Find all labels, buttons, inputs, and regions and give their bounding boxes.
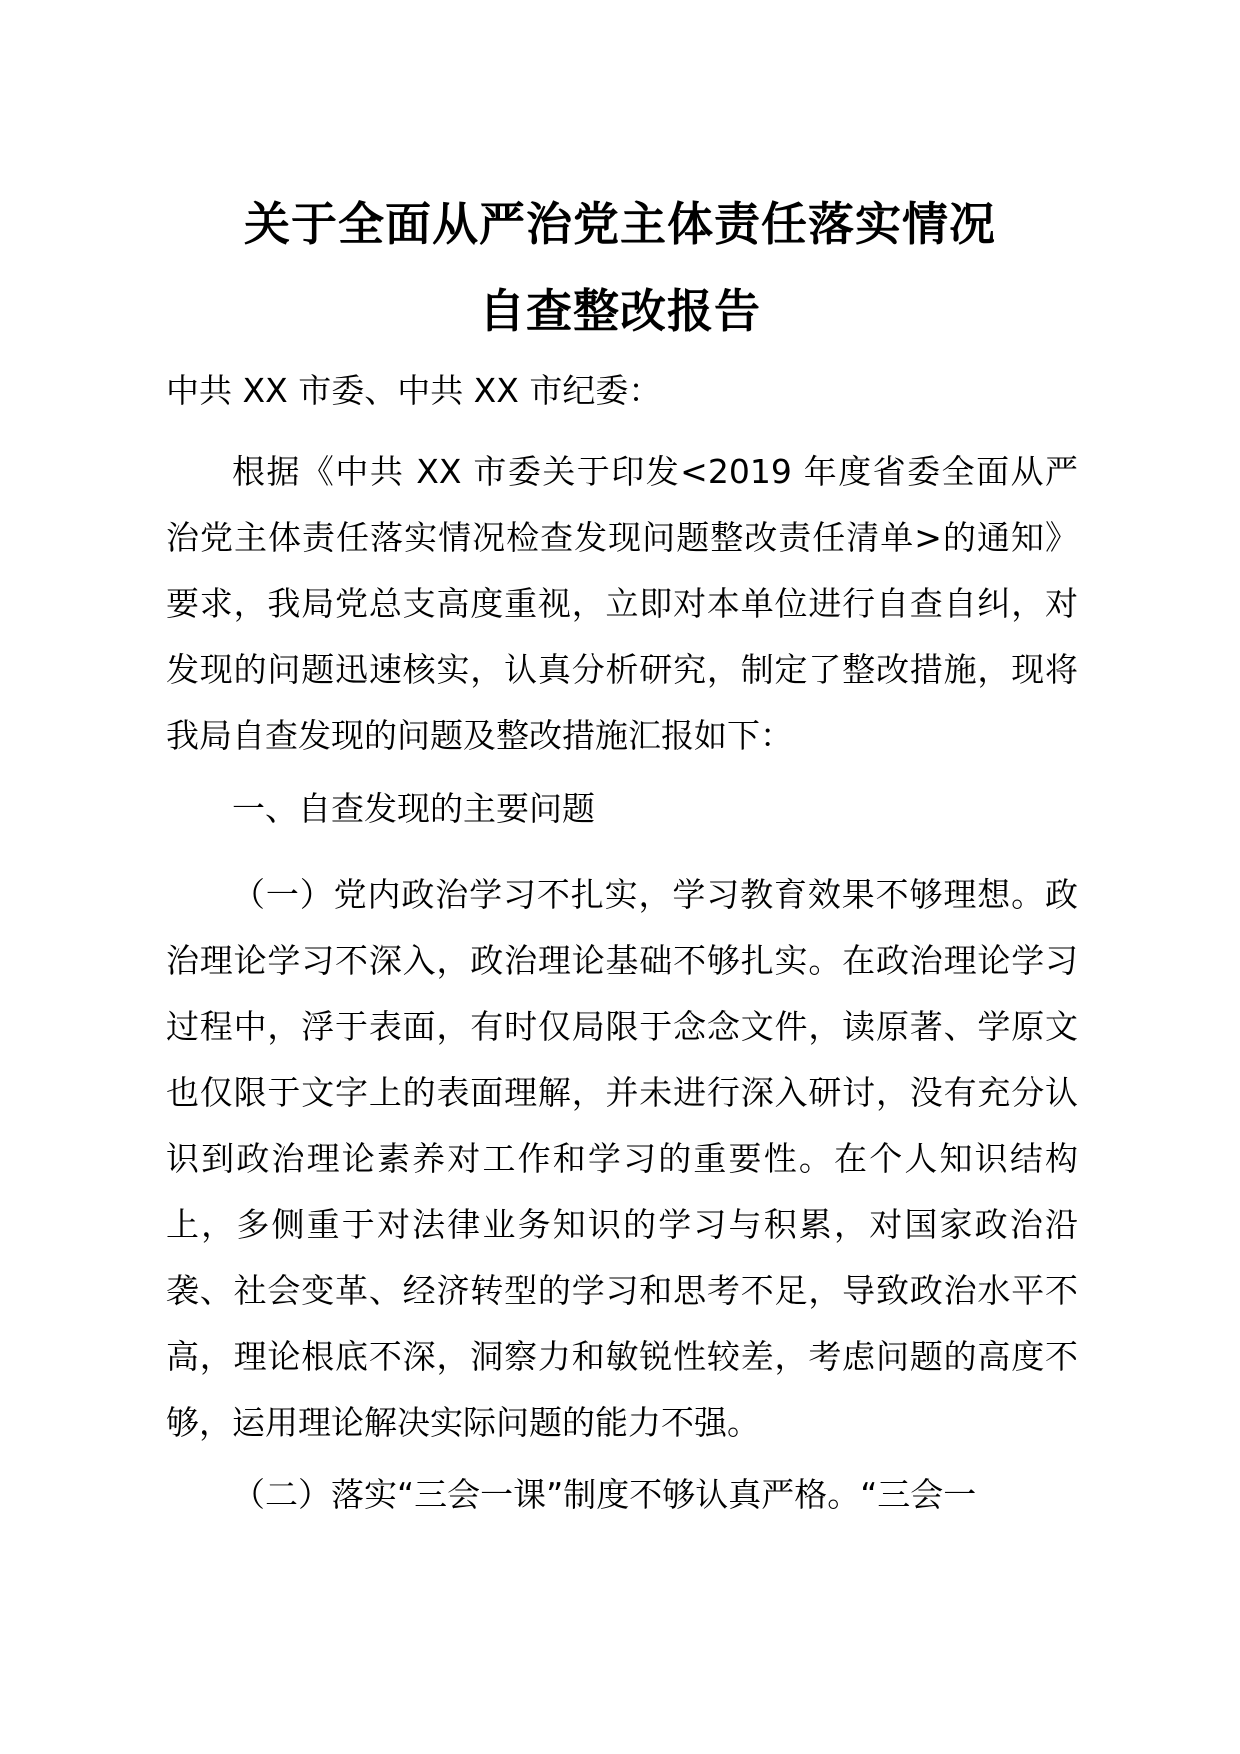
document-title-line1: 关于全面从严治党主体责任落实情况 (244, 197, 996, 251)
issue-paragraph-2: （二）落实“三会一课”制度不够认真严格。“三会一 (232, 1475, 977, 1514)
section-heading: 一、自查发现的主要问题 (232, 789, 595, 828)
issue-paragraph-1: （一）党内政治学习不扎实，学习教育效果不够理想。政治理论学习不深入，政治理论基础不够扎实。在政治理论学习过程中，浮于表面，有时仅局限于念念文件，读原著、学原文也仅限于文字上的表面理解，并未进行深入研讨，没有充分认识到政治理论素养对工作和学习的重要性。在个人知识结构上，多侧重于对法律业务知识的学习与积累，对国家政治沿袭、社会变革、经济转型的学习和思考不足，导致政治水平不高，理论根底不深，洞察力和敏锐性较差，考虑问题的高度不够，运用理论解决实际问题的能力不强。 (166, 875, 1078, 1442)
salutation: 中共 XX 市委、中共 XX 市纪委： (166, 371, 662, 410)
document-title-line2: 自查整改报告 (479, 284, 761, 338)
intro-paragraph: 根据《中共 XX 市委关于印发<2019 年度省委全面从严治党主体责任落实情况检查发现问题整改责任清单>的通知》要求，我局党总支高度重视，立即对本单位进行自查自纠，对发现的问题迅速核实，认真分析研究，制定了整改措施，现将我局自查发现的问题及整改措施汇报如下： (166, 452, 1078, 755)
